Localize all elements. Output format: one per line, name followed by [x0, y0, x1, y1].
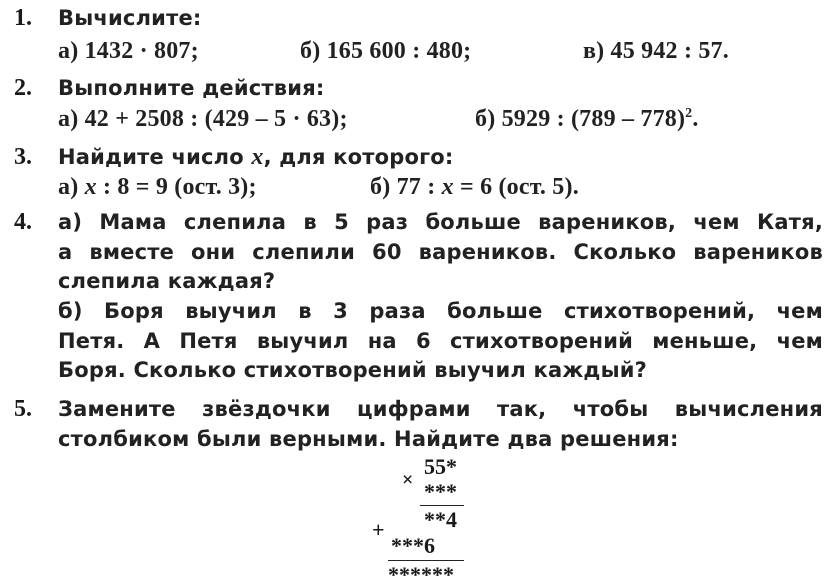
problem-number: 3. [14, 144, 32, 170]
problem-item: в) 45 942 : 57. [583, 38, 729, 64]
exponent: 2 [685, 106, 693, 121]
variable-x: x [251, 144, 264, 170]
problem-text-line: а вместе они слепили 60 вареников. Сколько вареников [58, 240, 823, 264]
problem-item: а) x : 8 = 9 (ост. 3); [58, 174, 257, 200]
multiplicand: 55* [424, 454, 457, 479]
problem-title: Выполните действия: [58, 76, 325, 100]
problem-item: б) 5929 : (789 – 778)$^2$. [475, 106, 699, 132]
problem-number: 4. [14, 209, 32, 235]
problem-item: б) 165 600 : 480; [300, 38, 472, 64]
problem-text-line: слепила каждая? [58, 269, 276, 293]
problem-item: б) 77 : x = 6 (ост. 5). [370, 174, 579, 200]
plus-sign: + [372, 517, 385, 542]
problem-text-line: Замените звёздочки цифрами так, чтобы вычисления [58, 397, 823, 421]
problem-text-line: Боря. Сколько стихотворений выучил каждый? [58, 358, 648, 382]
times-sign: × [402, 469, 414, 491]
rule-line [388, 560, 464, 561]
problem-item: а) 42 + 2508 : (429 – 5 · 63); [58, 106, 348, 132]
problem-text-line: столбиком были верными. Найдите два решения: [58, 427, 679, 451]
partial-product-2: ***6 [391, 533, 435, 558]
problem-text-line: а) Мама слепила в 5 раз больше вареников, чем Катя, [58, 210, 823, 234]
problem-item: а) 1432 · 807; [58, 38, 199, 64]
rule-line [420, 505, 464, 506]
problem-number: 5. [14, 396, 32, 422]
product: ****** [388, 562, 454, 587]
partial-product-1: **4 [424, 507, 457, 532]
problem-title: Найдите число x, для которого: [58, 144, 454, 170]
problem-number: 1. [14, 5, 32, 31]
problem-number: 2. [14, 75, 32, 101]
problem-text-line: Петя. А Петя выучил на 6 стихотворений меньше, чем [58, 329, 823, 353]
multiplier: *** [424, 479, 457, 504]
problem-title: Вычислите: [58, 6, 202, 30]
problem-text-line: б) Боря выучил в 3 раза больше стихотворений, чем [58, 299, 823, 323]
